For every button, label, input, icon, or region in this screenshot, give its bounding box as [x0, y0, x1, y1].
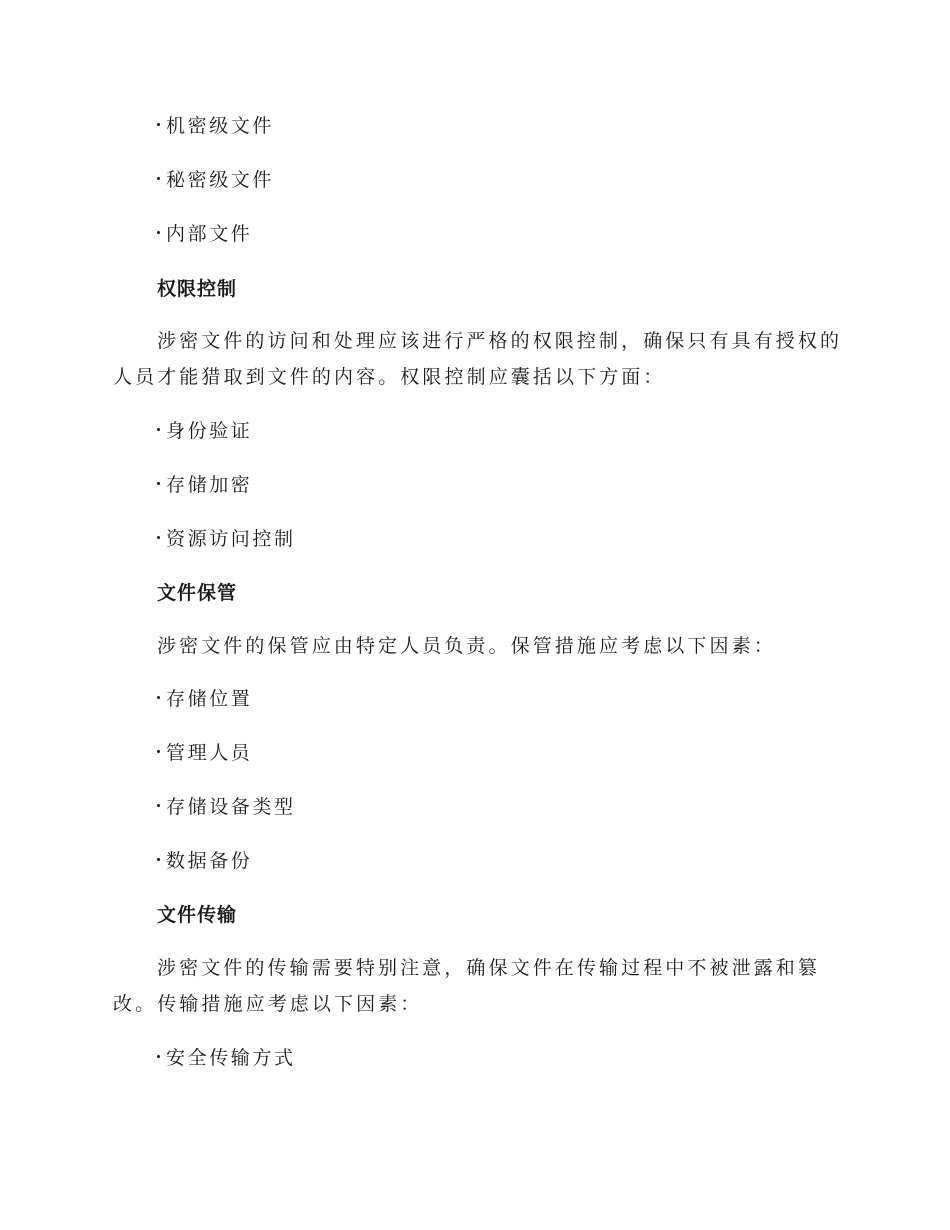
section-heading-storage: 文件保管 [157, 582, 238, 604]
paragraph-line: 涉密文件的保管应由特定人员负责。保管措施应考虑以下因素： [157, 635, 776, 657]
list-item-text: 资源访问控制 [166, 528, 296, 550]
bullet-dot-icon [157, 123, 160, 126]
bullet-dot-icon [157, 804, 160, 807]
bullet-dot-icon [157, 177, 160, 180]
list-item [157, 419, 252, 443]
list-item-text: 存储设备类型 [166, 796, 296, 818]
list-item-text: 存储位置 [166, 688, 253, 710]
list-item [157, 795, 296, 819]
list-item-text: 安全传输方式 [166, 1047, 296, 1069]
list-item [157, 114, 274, 138]
list-item [157, 168, 274, 192]
bullet-dot-icon [157, 858, 160, 861]
list-item-text: 存储加密 [166, 474, 253, 496]
list-item [157, 741, 252, 765]
list-item-text: 身份验证 [166, 420, 253, 442]
bullet-dot-icon [157, 696, 160, 699]
paragraph-line: 改。传输措施应考虑以下因素： [113, 993, 423, 1015]
bullet-dot-icon [157, 1055, 160, 1058]
paragraph-line: 涉密文件的访问和处理应该进行严格的权限控制，确保只有具有授权的 [157, 330, 843, 352]
list-item [157, 687, 252, 711]
list-item-text: 秘密级文件 [166, 169, 275, 191]
bullet-dot-icon [157, 231, 160, 234]
list-item-text: 内部文件 [166, 223, 253, 245]
paragraph-line: 涉密文件的传输需要特别注意，确保文件在传输过程中不被泄露和篡 [157, 957, 821, 979]
list-item [157, 1046, 296, 1070]
list-item-text: 管理人员 [166, 742, 253, 764]
list-item [157, 527, 296, 551]
bullet-dot-icon [157, 428, 160, 431]
bullet-dot-icon [157, 482, 160, 485]
list-item [157, 222, 252, 246]
bullet-dot-icon [157, 536, 160, 539]
bullet-dot-icon [157, 750, 160, 753]
list-item-text: 机密级文件 [166, 115, 275, 137]
section-heading-transfer: 文件传输 [157, 904, 238, 926]
list-item [157, 849, 252, 873]
paragraph-line: 人员才能猎取到文件的内容。权限控制应囊括以下方面： [113, 366, 666, 388]
list-item [157, 473, 252, 497]
section-heading-access-control: 权限控制 [157, 278, 238, 300]
list-item-text: 数据备份 [166, 850, 253, 872]
